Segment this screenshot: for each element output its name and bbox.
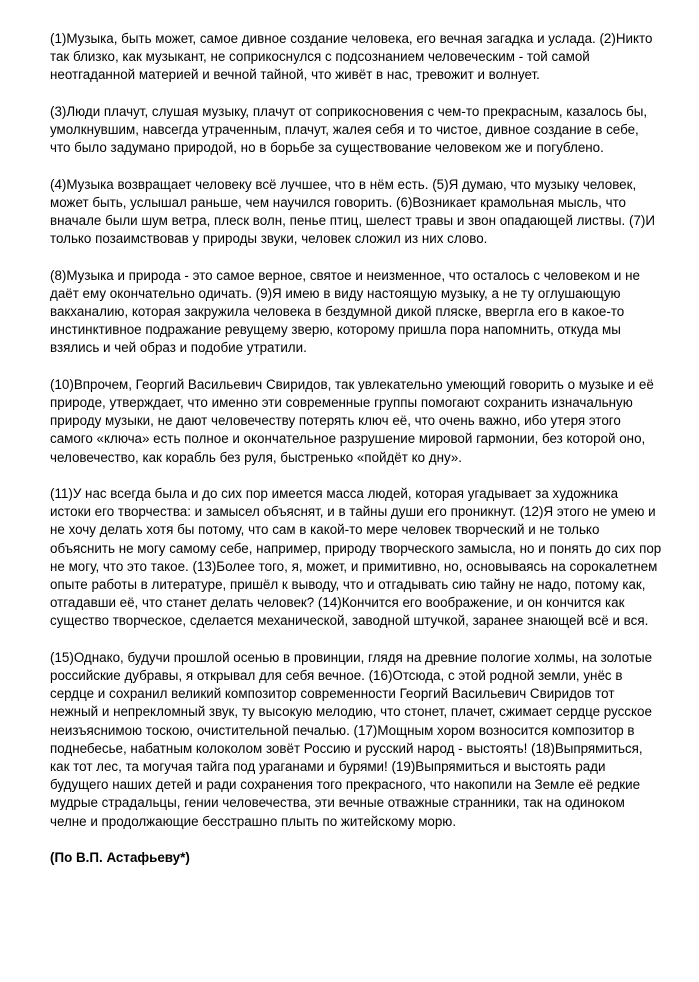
paragraph-3: (4)Музыка возвращает человеку всё лучшее, что в нём есть. (5)Я думаю, что музыку человек, может быть, услышал раньше, чем научился говорить. (6)Возникает крамольная мысль, что вначале были шум ветра, плеск волн, пенье птиц, шелест травы и звон опадающей листвы. (7)И только позаимствовав у природы звуки, человек сложил из них слово. <box>50 176 655 247</box>
paragraph-2: (3)Люди плачут, слушая музыку, плачут от соприкосновения с чем-то прекрасным, казалось бы, умолкнувшим, навсегда утраченным, плачут, жалея себя и то чистое, дивное создание в себе, что было задумано природой, но в борьбе за существование человеком же и погублено. <box>50 103 648 156</box>
author-attribution: (По В.П. Астафьеву*) <box>50 850 190 866</box>
paragraph-6: (11)У нас всегда была и до сих пор имеется масса людей, которая угадывает за художника истоки его творчества: и замысел объяснят, и в тайны души его проникнут. (12)Я этого не умею и не хочу делать хотя бы потому, что сам в какой-то мере человек творческий и не только объяснить не могу самому себе, например, природу творческого замысла, но и понять до сих пор не могу, что это такое. (13)Более того, я, может, и примитивно, но, основываясь на сорокалетнем опыте работы в литературе, пришёл к выводу, что и отгадывать сию тайну не надо, потому как, отгадавши её, что станет делать человек? (14)Кончится его воображение, и он кончится как существо творческое, сделается механической, заводной штучкой, заранее знающей всё и вся. <box>50 486 662 629</box>
paragraph-7: (15)Однако, будучи прошлой осенью в провинции, глядя на древние пологие холмы, на золотые российские дубравы, я открывал для себя вечное. (16)Отсюда, с этой родной земли, унёс в сердце и сохранил великий композитор современности Георгий Васильевич Свиридов тот нежный и непрекломный звук, ту высокую мелодию, что стонет, плачет, сжимает сердце русское неизъяснимою тоскою, очистительной печалью. (17)Мощным хором возносится композитор в поднебесье, набатным колоколом зовёт Россию и русский народ - выстоять! (18)Выпрямиться, как тот лес, та могучая тайга под ураганами и бурями! (19)Выпрямиться и выстоять ради будущего наших детей и ради сохранения того прекрасного, что накопили на Земле её редкие мудрые страдальцы, гении человечества, эти вечные отважные странники, так на одиноком челне и продолжающие бесстрашно плыть по житейскому морю. <box>50 649 653 829</box>
paragraph-1: (1)Музыка, быть может, самое дивное создание человека, его вечная загадка и услада. (2)Никто так близко, как музыкант, не соприкоснулся с подсознанием человеческим - той самой неотгаданной материей и вечной тайной, что живёт в нас, тревожит и волнует. <box>50 31 653 83</box>
paragraph-4: (8)Музыка и природа - это самое верное, святое и неизменное, что осталось с человеком и не даёт ему окончательно одичать. (9)Я имею в виду настоящую музыку, а не ту оглушающую вакханалию, которая закружила человека в бездумной дикой пляске, ввергла его в какое-то инстинктивное подражание ревущему зверю, которому пришла пора напомнить, откуда мы взялись и чей образ и подобие утратили. <box>50 267 640 356</box>
text-document <box>50 30 662 881</box>
paragraph-5: (10)Впрочем, Георгий Васильевич Свиридов, так увлекательно умеющий говорить о музыке и её природе, утверждает, что именно эти современные группы помогают сохранить изначальную природу музыки, не дают человечеству потерять ключ её, что очень важно, ибо утеря этого самого «ключа» есть полное и окончательное разрушение мировой гармонии, без которой оно, человечество, как корабль без руля, быстренько «пойдёт ко дну». <box>50 376 654 465</box>
